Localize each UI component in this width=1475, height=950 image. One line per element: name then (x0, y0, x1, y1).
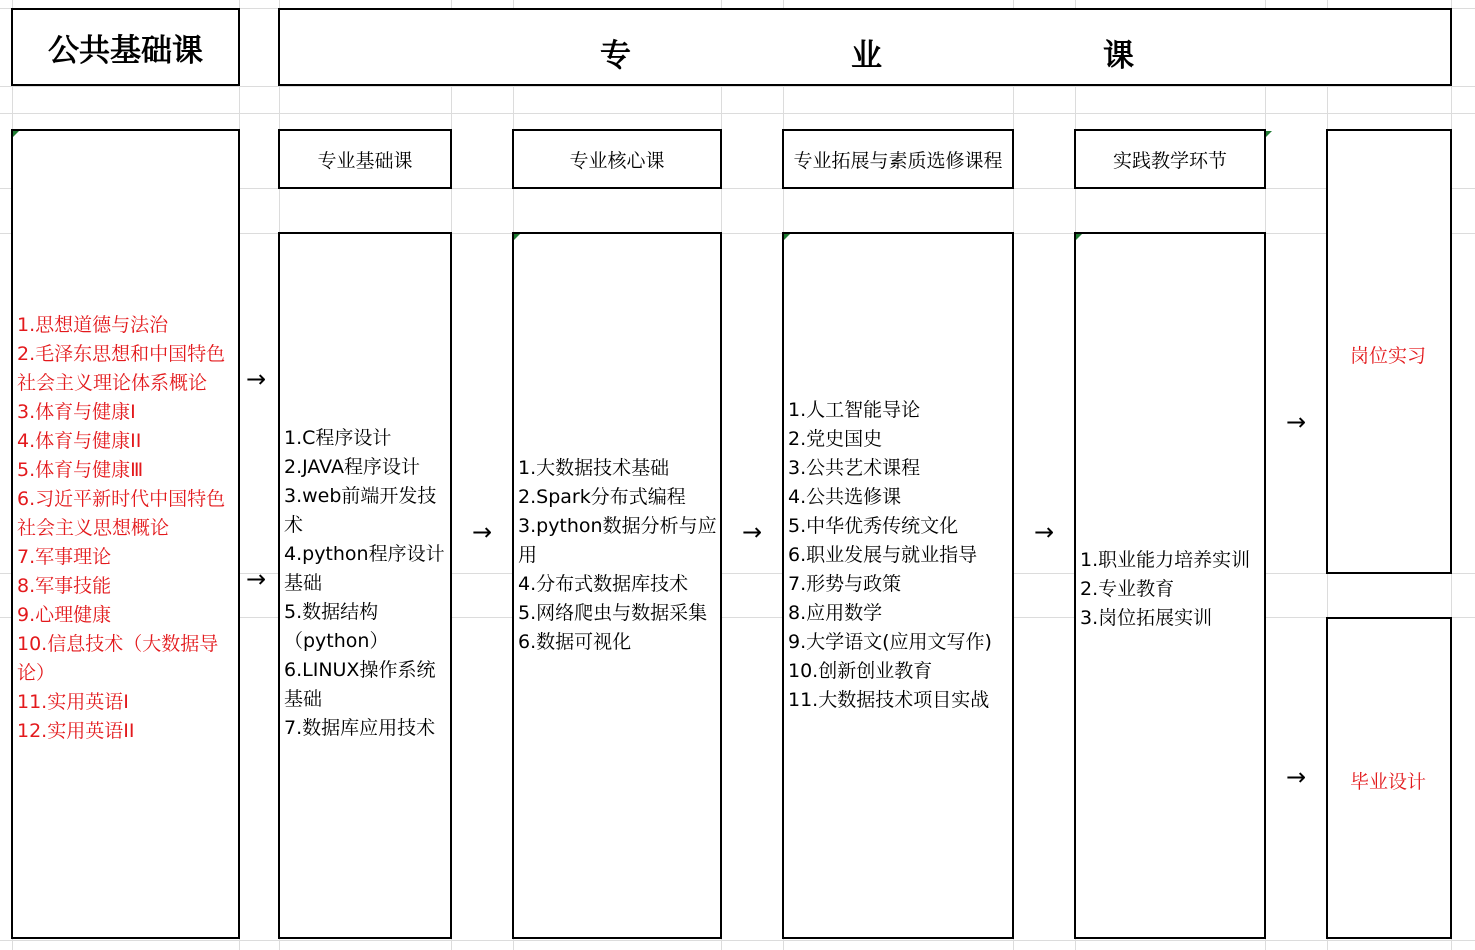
practice-courses-box (1074, 232, 1266, 939)
list-item: 1.C程序设计 (284, 427, 392, 449)
cell-marker (13, 131, 19, 137)
arrow-right-icon: → (1286, 763, 1307, 791)
list-item: 4.分布式数据库技术 (518, 573, 689, 595)
extension-courses-list (784, 396, 1012, 715)
list-item: 2.党史国史 (788, 428, 883, 450)
list-item: 1.人工智能导论 (788, 399, 921, 421)
list-item: 10.创新创业教育 (788, 660, 933, 682)
column-header-extension-label: 专业拓展与素质选修课程 (793, 149, 1003, 172)
major-title-char-2: 业 (851, 38, 882, 74)
column-header-extension (782, 129, 1014, 189)
arrow-right-icon: → (472, 518, 493, 546)
list-item: 4.公共选修课 (788, 486, 902, 508)
list-item: 3.岗位拓展实训 (1080, 607, 1213, 629)
list-item: 4.python程序设计基础 (284, 543, 445, 594)
arrow-right-icon: → (742, 518, 763, 546)
arrow-right-icon: → (1034, 518, 1055, 546)
list-item: 3.公共艺术课程 (788, 457, 921, 479)
list-item: 3.体育与健康I (17, 400, 136, 423)
foundation-courses-box (278, 232, 452, 939)
graduation-design-label: 毕业设计 (1350, 771, 1427, 793)
list-item: 5.中华优秀传统文化 (788, 515, 959, 537)
list-item: 11.大数据技术项目实战 (788, 689, 990, 711)
column-header-core-label: 专业核心课 (569, 149, 665, 172)
column-header-practice (1074, 129, 1266, 189)
list-item: 2.JAVA程序设计 (284, 456, 420, 478)
list-item: 7.军事理论 (17, 545, 112, 568)
public-foundation-title: 公共基础课 (48, 32, 203, 69)
core-courses-box (512, 232, 722, 939)
list-item: 5.网络爬虫与数据采集 (518, 602, 708, 624)
graduation-design-box (1326, 617, 1452, 939)
core-courses-list (514, 454, 720, 657)
public-courses-box (11, 129, 240, 939)
cell-marker (784, 234, 790, 240)
list-item: 4.体育与健康II (17, 429, 142, 452)
list-item: 1.大数据技术基础 (518, 457, 670, 479)
list-item: 7.数据库应用技术 (284, 717, 436, 739)
extension-courses-box (782, 232, 1014, 939)
list-item: 9.大学语文(应用文写作) (788, 631, 992, 653)
list-item: 6.数据可视化 (518, 631, 632, 653)
list-item: 11.实用英语I (17, 690, 129, 713)
list-item: 2.专业教育 (1080, 578, 1175, 600)
list-item: 8.应用数学 (788, 602, 883, 624)
column-header-practice-label: 实践教学环节 (1112, 149, 1227, 172)
major-courses-header (278, 8, 1452, 86)
practice-courses-list (1076, 546, 1264, 633)
list-item: 8.军事技能 (17, 574, 112, 597)
list-item: 6.职业发展与就业指导 (788, 544, 978, 566)
column-header-core (512, 129, 722, 189)
foundation-courses-list (280, 424, 450, 743)
list-item: 1.思想道德与法治 (17, 313, 169, 336)
public-foundation-header (11, 8, 240, 86)
major-title-char-3: 课 (1103, 38, 1134, 74)
list-item: 3.web前端开发技术 (284, 485, 437, 536)
list-item: 3.python数据分析与应用 (518, 515, 717, 566)
list-item: 2.Spark分布式编程 (518, 486, 686, 508)
cell-marker (514, 234, 520, 240)
list-item: 5.数据结构（python） (284, 601, 389, 652)
list-item: 1.职业能力培养实训 (1080, 549, 1251, 571)
arrow-right-icon: → (1286, 408, 1307, 436)
list-item: 6.LINUX操作系统基础 (284, 659, 436, 710)
public-courses-list (13, 311, 238, 746)
list-item: 2.毛泽东思想和中国特色社会主义理论体系概论 (17, 342, 226, 394)
major-title-char-1: 专 (600, 38, 631, 74)
internship-box (1326, 129, 1452, 574)
column-header-foundation-label: 专业基础课 (317, 149, 413, 172)
cell-marker (1076, 234, 1082, 240)
column-header-foundation (278, 129, 452, 189)
list-item: 10.信息技术（大数据导论） (17, 632, 219, 684)
cell-marker (1266, 131, 1272, 137)
list-item: 5.体育与健康Ⅲ (17, 458, 144, 481)
arrow-right-icon: → (246, 565, 267, 593)
list-item: 7.形势与政策 (788, 573, 902, 595)
arrow-right-icon: → (246, 365, 267, 393)
internship-label: 岗位实习 (1350, 345, 1427, 367)
list-item: 9.心理健康 (17, 603, 112, 626)
list-item: 6.习近平新时代中国特色社会主义思想概论 (17, 487, 226, 539)
list-item: 12.实用英语II (17, 719, 135, 742)
